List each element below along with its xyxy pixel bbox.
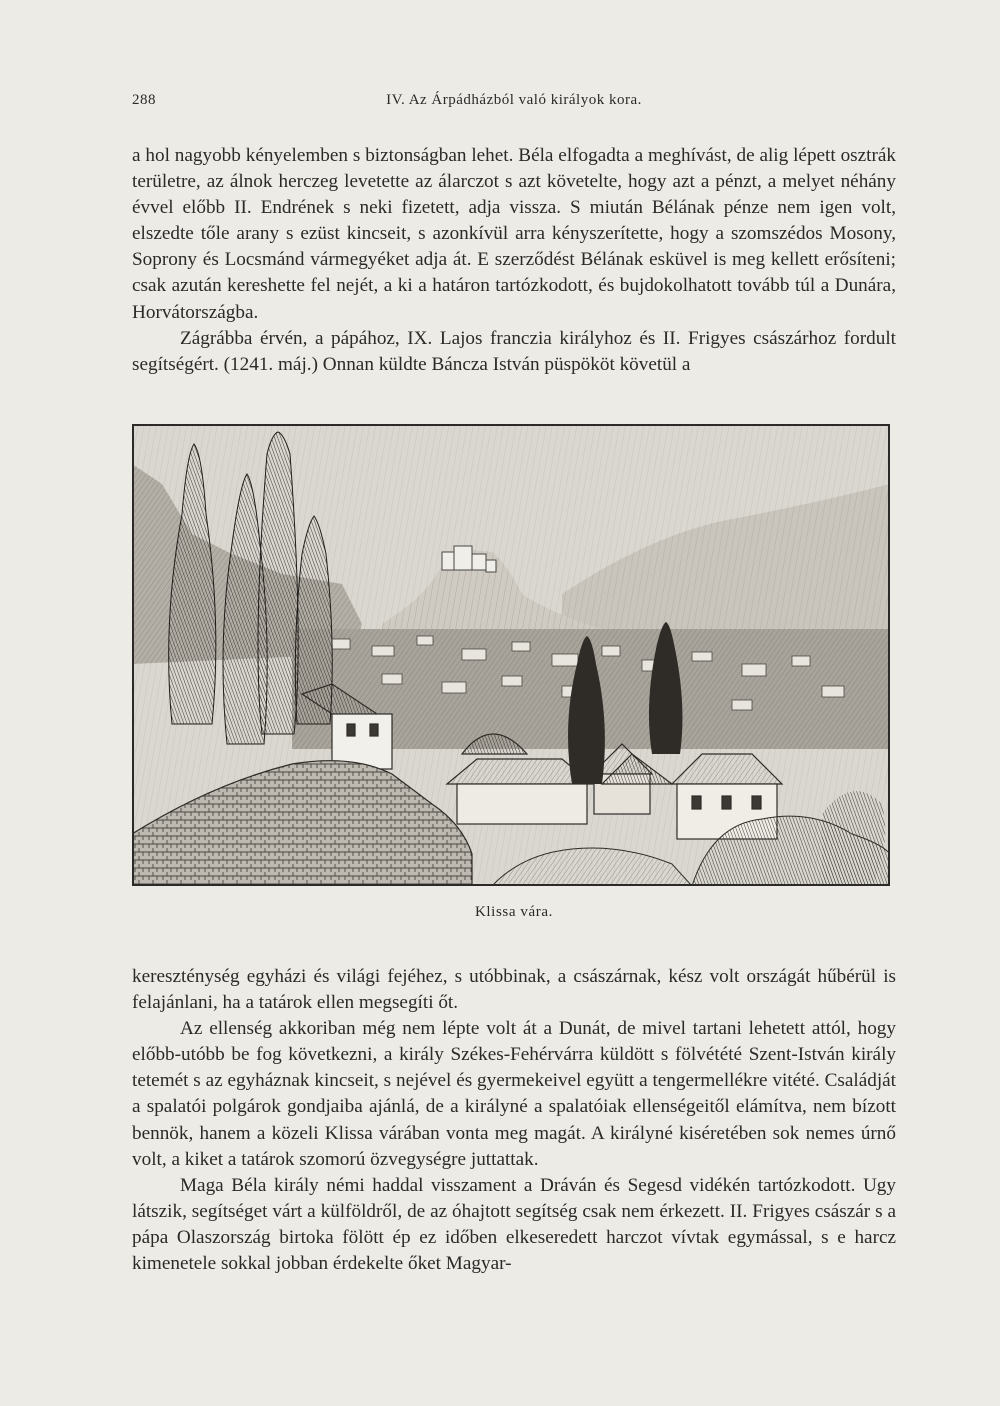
running-title: IV. Az Árpádházból való királyok kora.	[386, 92, 642, 108]
paragraph-4: Az ellenség akkoriban még nem lépte volt át a Dunát, de mivel tartani lehetett attól, hogy előbb-utóbb be fog következni, a király Székes-Fehérvárra küldött s fölvétété Szent-István király tetemét s az egyháznak kincseit, s nejével és gyermekeivel együtt a tengermellékre vitété. Családját a spalatói polgárok gondjaiba ajánlá, de a királyné a spalatóiak ellenségeitől elámítva, nem bízott bennök, hanem a közeli Klissa várában vonta meg magát. A királyné kiséretében sok nemes úrnő volt, a kiket a tatárok szomorú özvegységre juttattak.	[132, 1018, 896, 1170]
running-head	[132, 92, 896, 114]
page-number: 288	[132, 92, 156, 108]
engraving-klissa-castle	[132, 424, 890, 886]
text-block-top	[132, 143, 896, 378]
text-block-bottom	[132, 964, 896, 1277]
figure-caption: Klissa vára.	[474, 904, 553, 920]
paragraph-2: Zágrábba érvén, a pápához, IX. Lajos franczia királyhoz és II. Frigyes császárhoz fordult segítségért. (1241. máj.) Onnan küldte Báncza István püspököt követül a	[132, 327, 896, 375]
paragraph-3: kereszténység egyházi és világi fejéhez, s utóbbinak, a császárnak, kész volt országát hűbérül is felajánlani, ha a tatárok ellen megsegíti őt.	[132, 966, 896, 1014]
paragraph-1: a hol nagyobb kényelemben s biztonságban lehet. Béla elfogadta a meghívást, de alig lépett osztrák területre, az álnok herczeg levetette az álarczot s azt követelte, hogy azt a pénzt, a melyet néhány évvel előbb II. Endrének s neki fizetett, adja vissza. S miután Bélának pénze nem igen volt, elszedte tőle arany s ezüst kincseit, s azonkívül arra kényszerítette, hogy a szomszédos Mosony, Soprony és Locsmánd vármegyéket adja át. E szerződést Bélának esküvel is meg kellett erősíteni; csak azután kereshette fel nejét, a ki a határon tartózkodott, és bujdokolhatott tovább túl a Dunára, Horvátországba.	[132, 145, 896, 323]
paragraph-5: Maga Béla király némi haddal visszament a Dráván és Segesd vidékén tartózkodott. Ugy látszik, segítséget várt a külföldről, de az óhajtott segítség csak nem érkezett. II. Frigyes császár s a pápa Olaszország birtoka fölött ép ez időben elkeseredett harczot vívtak egymással, s e harcz kimenetele sokkal jobban érdekelte őket Magyar-	[132, 1174, 896, 1275]
